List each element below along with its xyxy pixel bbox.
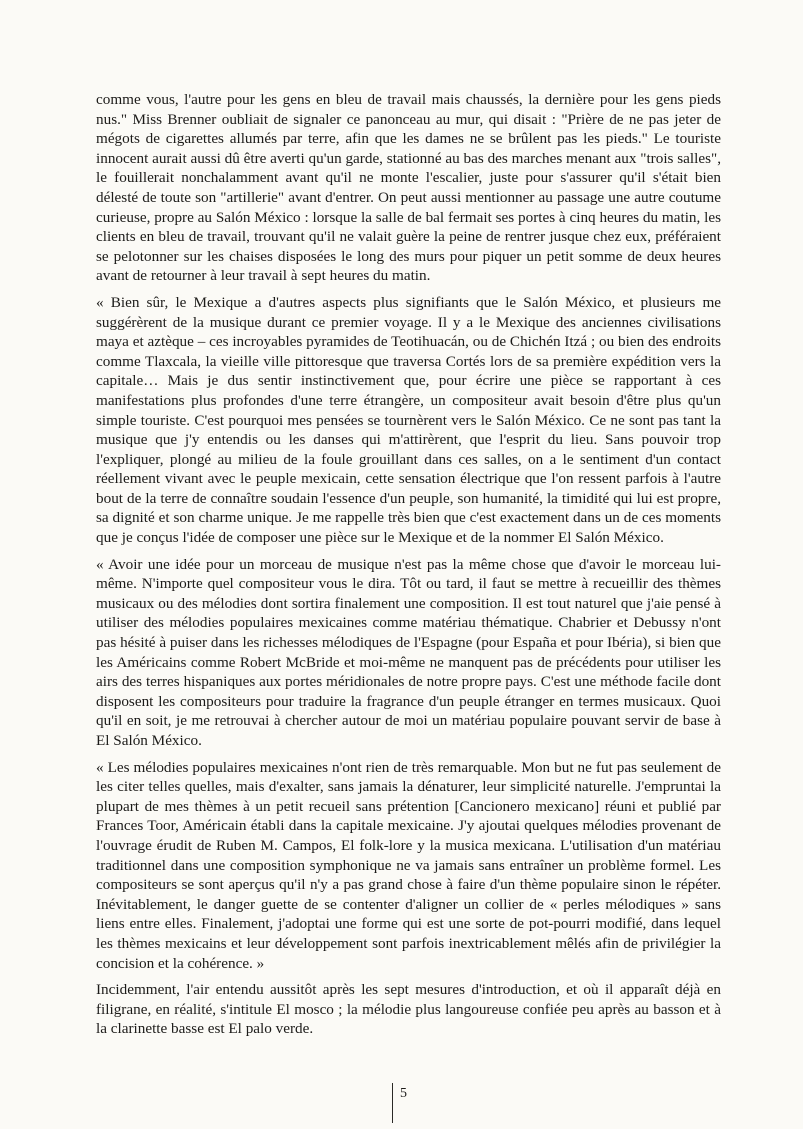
paragraph: Incidemment, l'air entendu aussitôt après les sept mesures d'introduction, et où il apparaît déjà en filigrane, en réalité, s'intitule El mosco ; la mélodie plus langoureuse confiée peu après au basson et à la clarinette basse est El palo verde.: [96, 981, 721, 1038]
page-body: [96, 90, 721, 1046]
paragraph: « Bien sûr, le Mexique a d'autres aspects plus signifiants que le Salón México, et plusieurs me suggérèrent de la musique durant ce premier voyage. Il y a le Mexique des anciennes civilisations maya et aztèque – ces incroyables pyramides de Teotihuacán, ou de Chichén Itzá ; ou bien des endroits comme Tlaxcala, la vieille ville pittoresque que traversa Cortés lors de sa première expédition vers la capitale… Mais je dus sentir instinctivement que, pour écrire une pièce se rapportant à ces manifestations plus profondes d'une terre étrangère, un compositeur avait besoin d'être plus qu'un simple touriste. C'est pourquoi mes pensées se tournèrent vers le Salón México. Ce ne sont pas tant la musique que j'y entendis ou les danses qui m'attirèrent, que l'esprit du lieu. Sans pouvoir trop l'expliquer, plongé au milieu de la foule grouillant dans ces salles, on a le sentiment d'un contact réellement vivant avec le peuple mexicain, cette sensation électrique que l'on ressent parfois à l'autre bout de la terre de connaître soudain l'essence d'un peuple, son humanité, la timidité qui lui est propre, sa dignité et son charme unique. Je me rappelle très bien que c'est exactement dans un de ces moments que je conçus l'idée de composer une pièce sur le Mexique et de la nommer El Salón México.: [96, 293, 721, 547]
paragraph: « Avoir une idée pour un morceau de musique n'est pas la même chose que d'avoir le morceau lui-même. N'importe quel compositeur vous le dira. Tôt ou tard, il faut se mettre à recueillir des thèmes musicaux ou des mélodies dont sortira finalement une composition. Il est tout naturel que j'aie pensé à utiliser des mélodies populaires mexicaines comme matériau thématique. Chabrier et Debussy n'ont pas hésité à puiser dans les richesses mélodiques de l'Espagne (pour España et pour Ibéria), si bien que les Américains comme Robert McBride et moi-même ne manquent pas de précédents pour utiliser les airs des terres hispaniques aux portes méridionales de notre propre pays. C'est une méthode facile dont disposent les compositeurs pour traduire la fragrance d'un peuple étranger en termes musicaux. Quoi qu'il en soit, je me retrouvai à chercher autour de moi un matériau populaire pouvant servir de base à El Salón México.: [96, 555, 721, 749]
paragraph: « Les mélodies populaires mexicaines n'ont rien de très remarquable. Mon but ne fut pas seulement de les citer telles quelles, mais d'exalter, sans jamais la dénaturer, leur simplicité naturelle. J'empruntai la plupart de mes thèmes à un petit recueil sans prétention [Cancionero mexicano] réuni et publié par Frances Toor, Américain établi dans la capitale mexicaine. J'y ajoutai quelques mélodies provenant de l'ouvrage érudit de Ruben M. Campos, El folk-lore y la musica mexicana. L'utilisation d'un matériau traditionnel dans une composition symphonique ne va jamais sans entraîner un problème formel. Les compositeurs se sont aperçus qu'il n'y a pas grand chose à faire d'un thème populaire sinon le répéter. Inévitablement, le danger guette de se contenter d'aligner un collier de « perles mélodiques » sans liens entre elles. Finalement, j'adoptai une forme qui est une sorte de pot-pourri modifié, dans lequel les thèmes mexicains et leur développement sont parfois inextricablement mêlés afin de privilégier la concision et la cohérence. »: [96, 758, 721, 972]
folio-divider: [392, 1083, 393, 1123]
page-number: 5: [400, 1086, 407, 1101]
paragraph: comme vous, l'autre pour les gens en bleu de travail mais chaussés, la dernière pour les gens pieds nus." Miss Brenner oubliait de signaler ce panonceau au mur, qui disait : "Prière de ne pas jeter de mégots de cigarettes allumés par terre, afin que les dames ne se brûlent pas les pieds." Le touriste innocent aurait aussi dû être averti qu'un garde, stationné au bas des marches menant aux "trois salles", le fouillerait nonchalamment avant qu'il ne monte l'escalier, juste pour s'assurer qu'il s'était bien délesté de toute son "artillerie" avant d'entrer. On peut aussi mentionner au passage une autre coutume curieuse, propre au Salón México : lorsque la salle de bal fermait ses portes à cinq heures du matin, les clients en bleu de travail, trouvant qu'il ne valait guère la peine de rentrer jusque chez eux, préféraient se pelotonner sur les chaises disposées le long des murs pour piquer un petit somme de deux heures avant de retourner à leur travail à sept heures du matin.: [96, 91, 721, 285]
